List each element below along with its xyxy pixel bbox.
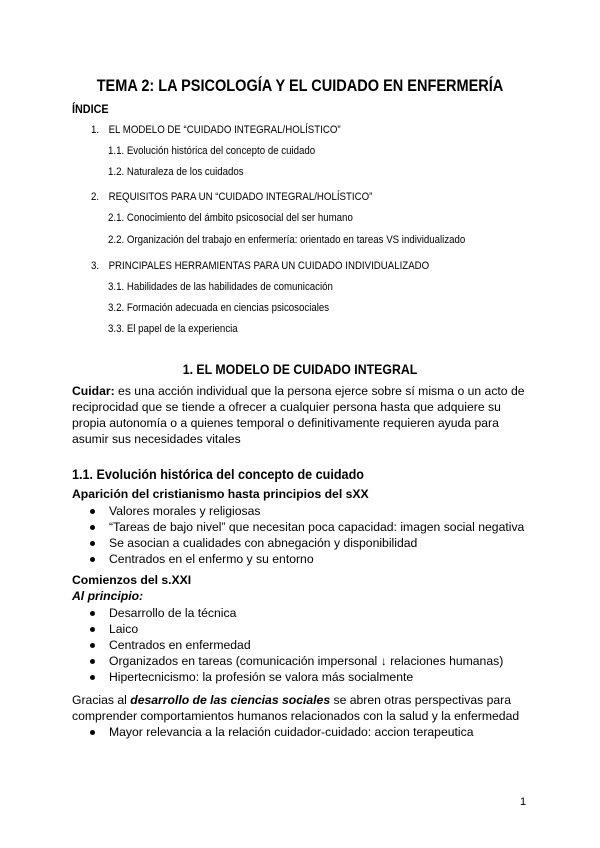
bullet-icon — [90, 509, 95, 514]
bullet-icon — [90, 525, 95, 530]
list-item: Se asocian a cualidades con abnegación y disponibilidad — [90, 535, 524, 551]
toc-item: 2.2. Organización del trabajo en enfermería: orientado en tareas VS individualizado — [108, 234, 466, 246]
toc-section-3 — [91, 260, 429, 272]
toc-section-number: 3. — [91, 260, 100, 272]
cuidar-text: es una acción individual que la persona ejerce sobre sí misma o un acto de reciprocidad que se tiende a ofrecer a cualquier persona hasta que adquiere su propia autonomía o a quienes temporal o definitivamente requieren ayuda para asumir sus necesidades vitales — [72, 384, 525, 446]
cuidar-definition — [72, 383, 532, 447]
era1-bullet-list — [90, 503, 524, 567]
toc-section-label: PRINCIPALES HERRAMIENTAS PARA UN CUIDADO INDIVIDUALIZADO — [108, 260, 430, 272]
era2-subtitle: Al principio: — [72, 589, 144, 603]
era2-title: Comienzos del s.XXI — [72, 573, 192, 587]
section-1-heading: 1. EL MODELO DE CUIDADO INTEGRAL — [182, 361, 418, 377]
list-item: Centrados en el enfermo y su entorno — [90, 551, 524, 567]
list-item: Laico — [90, 621, 503, 637]
era2-bullet-list — [90, 605, 503, 685]
toc-item: 1.2. Naturaleza de los cuidados — [108, 166, 244, 178]
final-bullet-list — [90, 724, 473, 740]
bullet-icon — [90, 643, 95, 648]
page-number: 1 — [520, 796, 527, 808]
bullet-icon — [90, 541, 95, 546]
toc-item: 1.1. Evolución histórica del concepto de cuidado — [108, 145, 316, 157]
section-1-1-heading: 1.1. Evolución histórica del concepto de cuidado — [72, 466, 364, 482]
list-item: Centrados en enfermedad — [90, 637, 503, 653]
cuidar-term: Cuidar: — [72, 384, 115, 398]
emphasis-text: desarrollo de las ciencias sociales — [130, 693, 331, 707]
toc-section-number: 1. — [91, 124, 100, 136]
list-item: “Tareas de bajo nivel” que necesitan poca capacidad: imagen social negativa — [90, 519, 524, 535]
bullet-icon — [90, 611, 95, 616]
bullet-icon — [90, 557, 95, 562]
list-item: Organizados en tareas (comunicación impersonal ↓ relaciones humanas) — [90, 653, 503, 669]
bullet-icon — [90, 730, 95, 735]
index-heading: ÍNDICE — [72, 102, 109, 116]
list-item: Valores morales y religiosas — [90, 503, 524, 519]
bullet-icon — [90, 627, 95, 632]
toc-section-label: REQUISITOS PARA UN “CUIDADO INTEGRAL/HOLÍSTICO” — [108, 191, 373, 203]
page-title: TEMA 2: LA PSICOLOGÍA Y EL CUIDADO EN ENFERMERÍA — [96, 77, 504, 95]
toc-section-2 — [91, 191, 372, 203]
bullet-icon — [90, 659, 95, 664]
toc-item: 2.1. Conocimiento del ámbito psicosocial del ser humano — [108, 212, 353, 224]
era1-title: Aparición del cristianismo hasta principios del sXX — [72, 487, 369, 501]
toc-section-label: EL MODELO DE “CUIDADO INTEGRAL/HOLÍSTICO” — [108, 124, 341, 136]
list-item: Hipertecnicismo: la profesión se valora más socialmente — [90, 669, 503, 685]
toc-item: 3.2. Formación adecuada en ciencias psicosociales — [108, 302, 330, 314]
bullet-icon — [90, 675, 95, 680]
toc-section-1 — [91, 124, 341, 136]
toc-item: 3.3. El papel de la experiencia — [108, 323, 238, 335]
gracias-paragraph: Gracias al desarrollo de las ciencias sociales se abren otras perspectivas para comprender comportamientos humanos relacionados con la salud y la enfermedad — [72, 693, 520, 723]
list-item: Desarrollo de la técnica — [90, 605, 503, 621]
toc-item: 3.1. Habilidades de las habilidades de comunicación — [108, 281, 333, 293]
toc-section-number: 2. — [91, 191, 100, 203]
list-item: Mayor relevancia a la relación cuidador-cuidado: accion terapeutica — [90, 724, 473, 740]
